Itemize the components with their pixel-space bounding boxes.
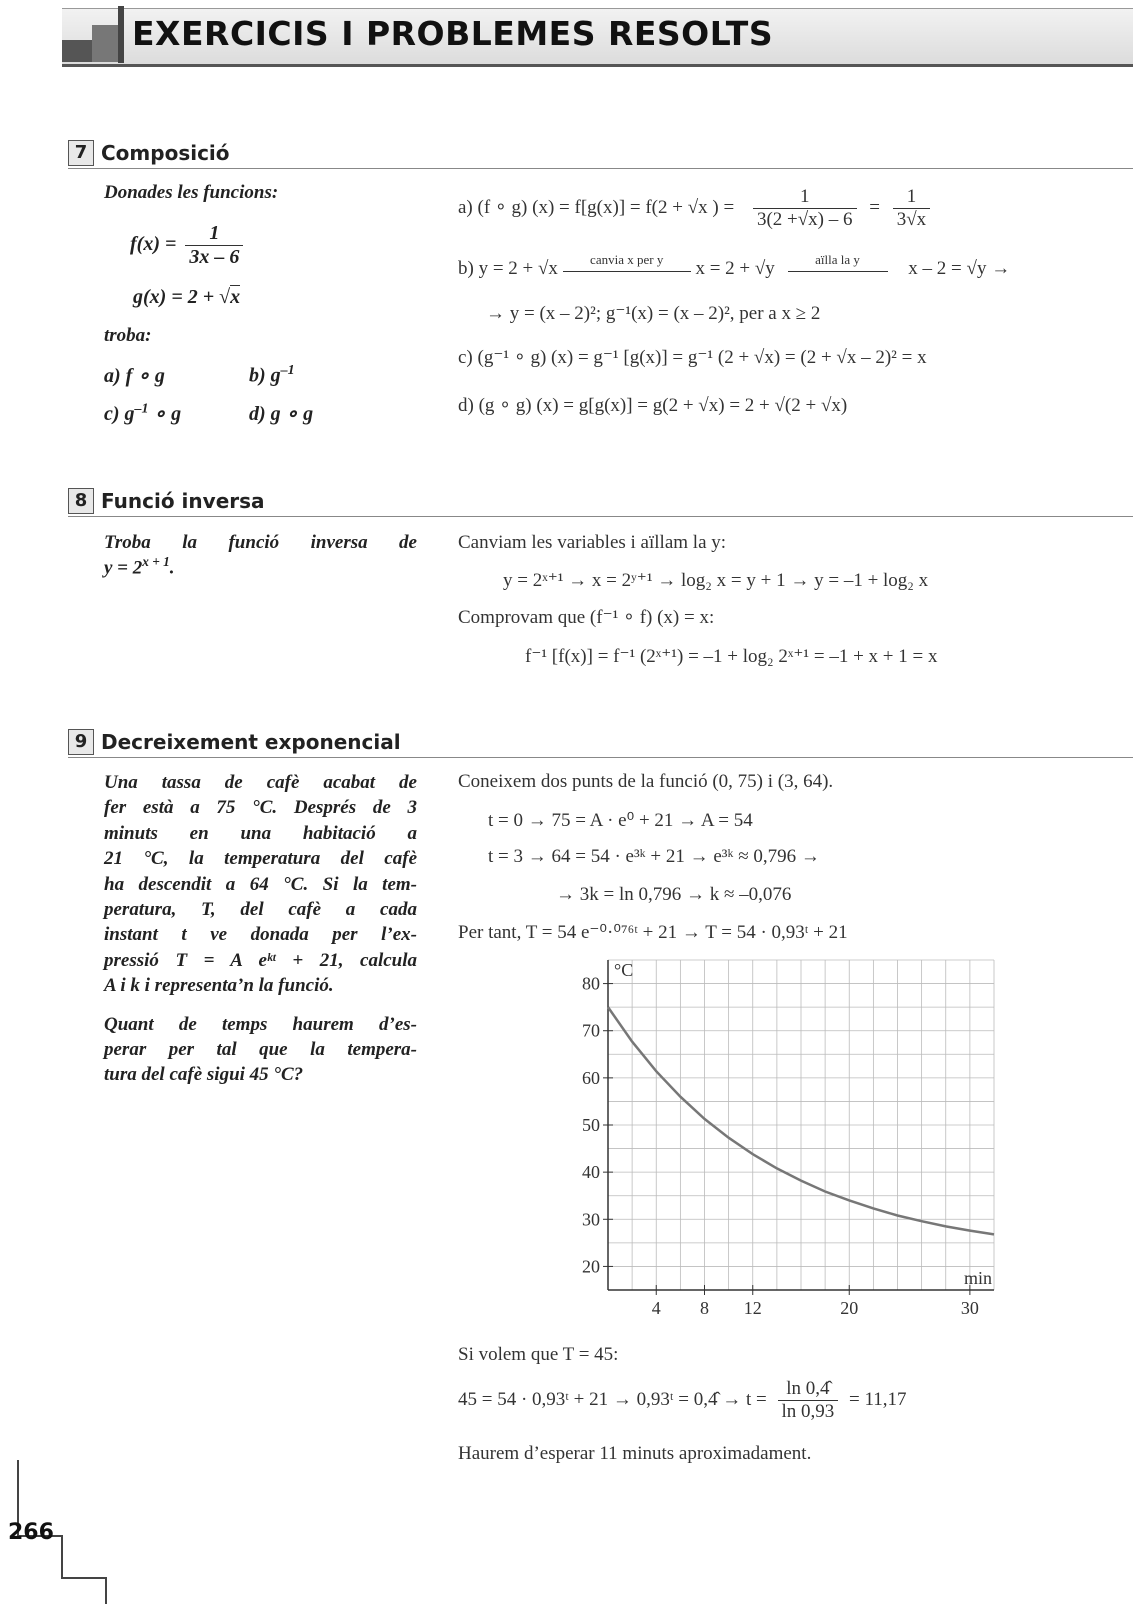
task-c-text: c) g [104, 403, 135, 425]
statement-line: ha descendit a 64 °C. Si la tem- [104, 873, 417, 895]
section-header-7 [68, 140, 1133, 169]
statement-line: Quant de temps haurem d’es- [104, 1013, 417, 1035]
solution-9-l8: Haurem d’esperar 11 minuts aproximadament. [458, 1443, 812, 1464]
solution-9-l7 [458, 1378, 907, 1423]
statement-8 [104, 532, 417, 579]
statement-8-exp: x + 1 [142, 554, 170, 569]
y-tick-label: 30 [582, 1209, 600, 1230]
statement-9-p1 [104, 770, 417, 999]
solution-9-l2: t = 0 → 75 = A · e⁰ + 21 → A = 54 [488, 810, 753, 831]
statement-line: tura del cafè sigui 45 °C? [104, 1064, 304, 1086]
solution-8-l4: f⁻¹ [f(x)] = f⁻¹ (2ˣ⁺¹) = –1 + log₂ 2ˣ⁺¹ = –1 + x + 1 = x [525, 646, 938, 667]
statement-9 [104, 770, 417, 1088]
task-c [104, 401, 181, 426]
sol-7b-arrow1-label: canvia x per y [590, 252, 664, 267]
task-c-sup: –1 [134, 401, 149, 417]
statement-line: 21 °C, la temperatura del cafè [104, 848, 417, 870]
task-d: d) g ∘ g [249, 403, 314, 425]
solution-8-l2: y = 2ˣ⁺¹ → x = 2ʸ⁺¹ → log₂ x = y + 1 → y = –1 + log₂ x [503, 570, 929, 591]
solution-9-l5: Per tant, T = 54 e⁻⁰·⁰⁷⁶ᵗ + 21 → T = 54 · 0,93ᵗ + 21 [458, 922, 848, 943]
sol-7b-start: b) y = 2 + √x [458, 258, 558, 279]
statement-line: fer està a 75 °C. Després de 3 [104, 797, 417, 819]
x-tick-label: 20 [840, 1298, 859, 1318]
statement-line: A i k i representa’n la funció. [104, 975, 334, 997]
statement-line: instant t ve donada per l’ex- [104, 924, 417, 946]
x-tick-label: 8 [700, 1298, 709, 1318]
y-tick-label: 40 [582, 1162, 600, 1183]
solution-9-l6: Si volem que T = 45: [458, 1344, 619, 1365]
statement-8-line2 [104, 554, 417, 579]
function-f [130, 222, 243, 269]
statement-9-p2 [104, 1012, 417, 1088]
sol-9-l7-end: = 11,17 [849, 1388, 907, 1410]
x-axis-label: min [963, 1268, 992, 1288]
statement-line: pressió T = A eᵏᵗ + 21, calcula [104, 949, 417, 971]
section-header-8 [68, 488, 1133, 517]
statement-7 [104, 182, 278, 204]
solution-8-l3: Comprovam que (f⁻¹ ∘ f) (x) = x: [458, 607, 715, 628]
statement-line: peratura, T, del cafè a cada [104, 899, 417, 921]
header-decoration [118, 6, 124, 63]
g-radicand: x [230, 286, 241, 308]
sol-7b-arrow2-label: aïlla la y [815, 252, 860, 267]
section-number: 7 [68, 140, 94, 166]
y-axis-label: °C [614, 960, 634, 980]
header-decoration [62, 40, 92, 62]
statement-line: Una tassa de cafè acabat de [104, 772, 417, 793]
f-numerator: 1 [185, 222, 243, 246]
solution-7d: d) (g ∘ g) (x) = g[g(x)] = g(2 + √x) = 2 + √(2 + √x) [458, 395, 848, 416]
section-number: 9 [68, 729, 94, 755]
task-a: a) f ∘ g [104, 365, 165, 387]
statement-8-line1: Troba la funció inversa de [104, 532, 417, 553]
sol-7a-frac1-den: 3(2 +√x) – 6 [756, 209, 853, 230]
statement-intro: Donades les funcions: [104, 182, 279, 203]
statement-line: minuts en una habitació a [104, 822, 417, 844]
function-g: g(x) = 2 + √x [133, 286, 241, 308]
statement-8-end: . [169, 557, 175, 579]
statement-8-y: y = 2 [104, 557, 143, 579]
sol-7b-end: x – 2 = √y → [908, 258, 1011, 279]
page-title: EXERCICIS I PROBLEMES RESOLTS [132, 14, 774, 53]
sol-9-l7-den: ln 0,93 [781, 1401, 835, 1422]
solution-9-l1: Coneixem dos punts de la funció (0, 75) i (3, 64). [458, 771, 834, 792]
f-lhs: f(x) = [130, 233, 177, 256]
sol-7b-mid: x = 2 + √y [695, 258, 775, 279]
sol-9-l7-num: ln 0,4̂ [778, 1378, 839, 1401]
solution-7c: c) (g⁻¹ ∘ g) (x) = g⁻¹ [g(x)] = g⁻¹ (2 + √x) = (2 + √x – 2)² = x [458, 347, 927, 368]
temperature-chart [560, 950, 1020, 1330]
g-lhs: g(x) = 2 + [133, 286, 215, 308]
f-denominator: 3x – 6 [189, 246, 240, 268]
section-header-9 [68, 729, 1133, 758]
section-title: Decreixement exponencial [101, 730, 401, 754]
section-title: Composició [101, 141, 230, 165]
task-b-sup: –1 [280, 363, 295, 378]
sol-7a-lhs: a) (f ∘ g) (x) = f[g(x)] = f(2 + √x ) = [458, 196, 735, 218]
solution-7a [458, 186, 930, 231]
task-c-tail: ∘ g [148, 403, 182, 425]
section-title: Funció inversa [101, 489, 265, 513]
x-tick-label: 12 [743, 1298, 762, 1318]
section-number: 8 [68, 488, 94, 514]
y-tick-label: 60 [582, 1067, 600, 1088]
y-tick-label: 50 [582, 1115, 600, 1135]
sol-7a-eq: = [869, 196, 880, 218]
task-b [249, 363, 295, 388]
sol-7a-frac2-num: 1 [893, 186, 930, 209]
arrow-icon [563, 271, 691, 272]
solution-7b-line2: → y = (x – 2)²; g⁻¹(x) = (x – 2)², per a x ≥ 2 [486, 303, 821, 324]
statement-line: perar per tal que la tempera- [104, 1039, 417, 1061]
header-decoration [92, 25, 118, 62]
y-tick-label: 80 [582, 973, 600, 994]
task-b-text: b) g [249, 364, 281, 387]
y-tick-label: 70 [582, 1020, 600, 1041]
sol-7a-frac2-den: 3√x [896, 209, 927, 230]
solution-7b [458, 252, 1011, 280]
solution-9-l3: t = 3 → 64 = 54 · e³ᵏ + 21 → e³ᵏ ≈ 0,796 → [488, 846, 820, 867]
troba-label: troba: [104, 325, 152, 346]
x-tick-label: 4 [651, 1298, 661, 1318]
arrow-icon [788, 271, 888, 272]
sol-9-l7-text: 45 = 54 · 0,93ᵗ + 21 → 0,93ᵗ = 0,4̂ → t = [458, 1388, 767, 1410]
solution-8-l1: Canviam les variables i aïllam la y: [458, 532, 727, 553]
sol-7a-frac1-num: 1 [753, 186, 857, 209]
page-number: 266 [8, 1520, 54, 1545]
x-tick-label: 30 [960, 1298, 979, 1318]
solution-9-l4: → 3k = ln 0,796 → k ≈ –0,076 [556, 884, 792, 905]
y-tick-label: 20 [582, 1256, 600, 1277]
